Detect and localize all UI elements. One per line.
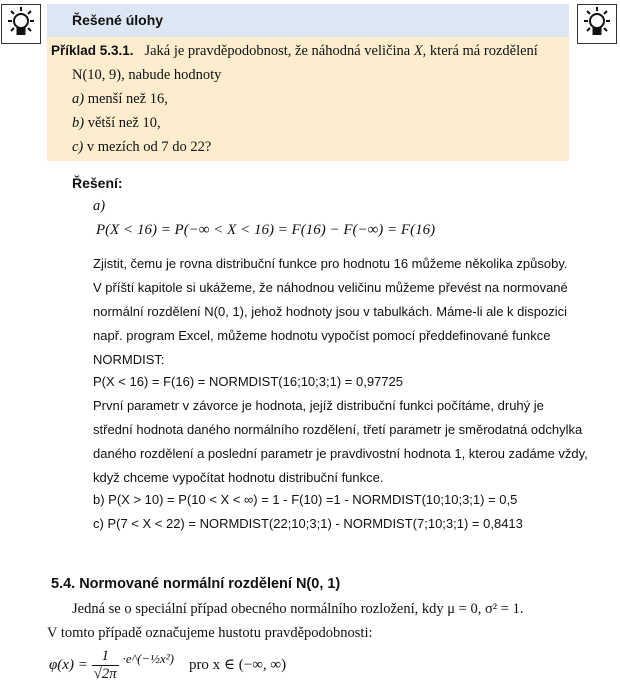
formula-c: c) P(7 < X < 22) = NORMDIST(22;10;3;1) - NORMDIST(7;10;3;1) = 0,8413 [93, 516, 523, 531]
para1-line-1: Zjistit, čemu je rovna distribuční funkce pro hodnotu 16 můžeme několika způsoby. [93, 256, 568, 271]
formula-a: P(X < 16) = P(−∞ < X < 16) = F(16) − F(−∞) = F(16) [96, 222, 436, 238]
formula-excel: P(X < 16) = F(16) = NORMDIST(16;10;3;1) = 0,97725 [93, 374, 403, 389]
example-label: Příklad 5.3.1. [51, 43, 134, 58]
density-domain: pro x ∈ (−∞, ∞) [188, 656, 287, 673]
density-exponent: ·e^(−½x²) [122, 650, 174, 666]
para1-line-4: např. program Excel, můžeme hodnotu vypočíst pomocí předdefinované funkce [93, 328, 551, 343]
subsection-heading: 5.4. Normované normální rozdělení N(0, 1) [51, 576, 341, 592]
para2-line-4: když chceme vypočítat hodnotu distribuční funkce. [93, 470, 384, 485]
para1-line-5: NORMDIST: [93, 352, 165, 367]
section-line-1: Jedná se o speciální případ obecného normálního rozložení, kdy μ = 0, σ² = 1. [72, 601, 524, 617]
para2-line-3: daného rozdělení a poslední parametr je pravdivostní hodnota 1, kterou zadáme vždy, [93, 446, 588, 461]
part-a-label: a) [93, 198, 106, 214]
solution-heading: Řešení: [72, 175, 123, 191]
para2-line-1: První parametr v závorce je hodnota, jejíž distribuční funkci počítáme, druhý je [93, 398, 544, 413]
para1-line-2: V příští kapitole si ukážeme, že náhodnou veličinu můžeme převést na normované [93, 280, 568, 295]
example-question: Příklad 5.3.1. Jaká je pravděpodobnost, že náhodná veličina X, která má rozdělení [51, 43, 538, 59]
lightbulb-icon [1, 4, 41, 44]
section-line-2: V tomto případě označujeme hustotu pravděpodobnosti: [47, 625, 373, 641]
example-distribution: N(10, 9), nabude hodnoty [72, 67, 222, 83]
example-item-c: c) v mezích od 7 do 22? [72, 139, 212, 155]
formula-b: b) P(X > 10) = P(10 < X < ∞) = 1 - F(10) =1 - NORMDIST(10;10;3;1) = 0,5 [93, 492, 518, 507]
lightbulb-icon [577, 4, 617, 44]
para2-line-2: střední hodnota daného normálního rozdělení, třetí parametr je směrodatná odchylka [93, 422, 583, 437]
example-item-b: b) větší než 10, [72, 115, 161, 131]
example-item-a: a) menší než 16, [72, 91, 168, 107]
para1-line-3: normální rozdělení N(0, 1), jehož hodnoty jsou v tabulkách. Máme-li ale k dispozici [93, 304, 568, 319]
density-fraction: $\frac{1}{√2\pi}$ [93, 648, 117, 682]
density-formula: φ(x) = $\frac{1}{√2\pi}$ ·e^(−½x²) pro x ∈ (−∞, ∞) [49, 648, 287, 682]
section-title: Řešené úlohy [72, 12, 164, 28]
